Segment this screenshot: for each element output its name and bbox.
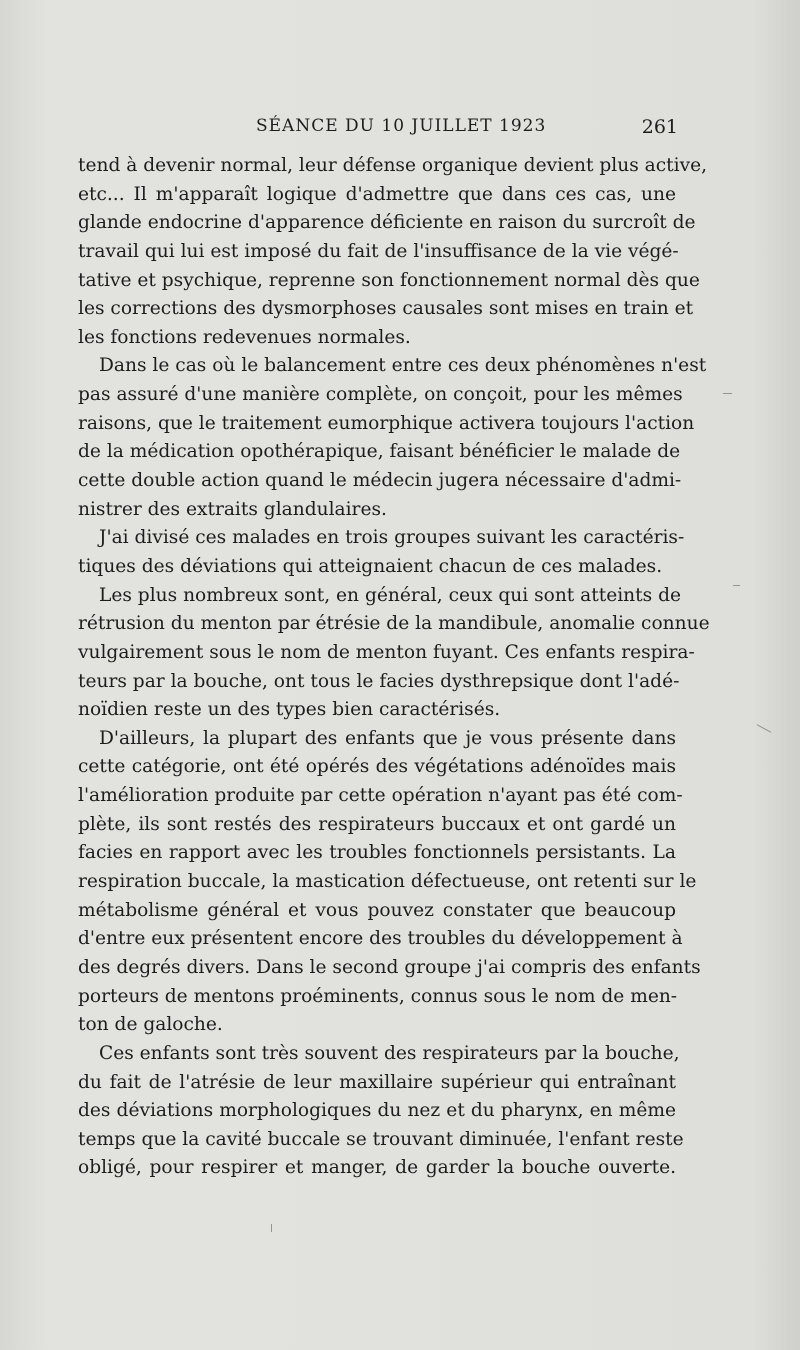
text-line: facies en rapport avec les troubles fonctionnels persistants. La: [78, 842, 676, 864]
text-line: de la médication opothérapique, faisant bénéficier le malade de: [78, 441, 681, 463]
text-line: nistrer des extraits glandulaires.: [78, 498, 387, 520]
text-line: plète, ils sont restés des respirateurs buccaux et ont gardé un: [78, 813, 676, 835]
body-text: [78, 152, 710, 1183]
running-head: SÉANCE DU 10 JUILLET 1923: [256, 116, 547, 136]
page-header: [78, 112, 678, 142]
text-line: Ces enfants sont très souvent des respirateurs par la bouche,: [99, 1042, 680, 1064]
text-line: obligé, pour respirer et manger, de garder la bouche ouverte.: [78, 1157, 676, 1179]
text-line: tend à devenir normal, leur défense organique devient plus active,: [78, 155, 708, 176]
text-line: noïdien reste un des types bien caractérisés.: [78, 699, 501, 721]
text-line: d'entre eux présentent encore des troubles du développement à: [78, 928, 683, 950]
text-line: cette catégorie, ont été opérés des végétations adénoïdes mais: [78, 756, 676, 778]
print-speck: [757, 724, 772, 732]
text-line: du fait de l'atrésie de leur maxillaire supérieur qui entraînant: [78, 1071, 676, 1093]
text-line: rétrusion du menton par étrésie de la mandibule, anomalie connue: [78, 613, 710, 635]
text-line: respiration buccale, la mastication défectueuse, ont retenti sur le: [78, 871, 697, 893]
print-speck: [723, 393, 732, 394]
text-line: ton de galoche.: [78, 1014, 223, 1036]
text-line: etc... Il m'apparaît logique d'admettre que dans ces cas, une: [78, 183, 676, 205]
text-line: des déviations morphologiques du nez et du pharynx, en même: [78, 1100, 676, 1122]
text-line: travail qui lui est imposé du fait de l'insuffisance de la vie végé-: [78, 240, 679, 262]
text-line: Dans le cas où le balancement entre ces deux phénomènes n'est: [99, 355, 707, 377]
text-line: tative et psychique, reprenne son fonctionnement normal dès que: [78, 269, 700, 291]
text-line: cette double action quand le médecin jugera nécessaire d'admi-: [78, 470, 682, 492]
text-line: vulgairement sous le nom de menton fuyant. Ces enfants respira-: [78, 641, 695, 663]
text-line: raisons, que le traitement eumorphique activera toujours l'action: [78, 412, 695, 434]
text-line: les corrections des dysmorphoses causales sont mises en train et: [78, 298, 694, 320]
text-line: les fonctions redevenues normales.: [78, 326, 411, 348]
print-speck: [271, 1224, 272, 1232]
page-number: 261: [641, 116, 678, 138]
text-line: teurs par la bouche, ont tous le facies dysthrepsique dont l'adé-: [78, 670, 680, 692]
text-line: D'ailleurs, la plupart des enfants que je vous présente dans: [99, 727, 676, 749]
text-line: porteurs de mentons proéminents, connus sous le nom de men-: [78, 985, 678, 1007]
text-line: glande endocrine d'apparence déficiente en raison du surcroît de: [78, 212, 696, 234]
text-line: pas assuré d'une manière complète, on conçoit, pour les mêmes: [78, 384, 683, 406]
text-line: l'amélioration produite par cette opération n'ayant pas été com-: [78, 785, 683, 807]
text-line: Les plus nombreux sont, en général, ceux qui sont atteints de: [99, 584, 681, 606]
text-line: des degrés divers. Dans le second groupe j'ai compris des enfants: [78, 956, 701, 978]
text-line: J'ai divisé ces malades en trois groupes suivant les caractéris-: [99, 527, 685, 549]
text-line: temps que la cavité buccale se trouvant diminuée, l'enfant reste: [78, 1128, 684, 1150]
text-line: métabolisme général et vous pouvez constater que beaucoup: [78, 899, 676, 921]
print-speck: [733, 585, 740, 586]
text-line: tiques des déviations qui atteignaient chacun de ces malades.: [78, 555, 663, 577]
